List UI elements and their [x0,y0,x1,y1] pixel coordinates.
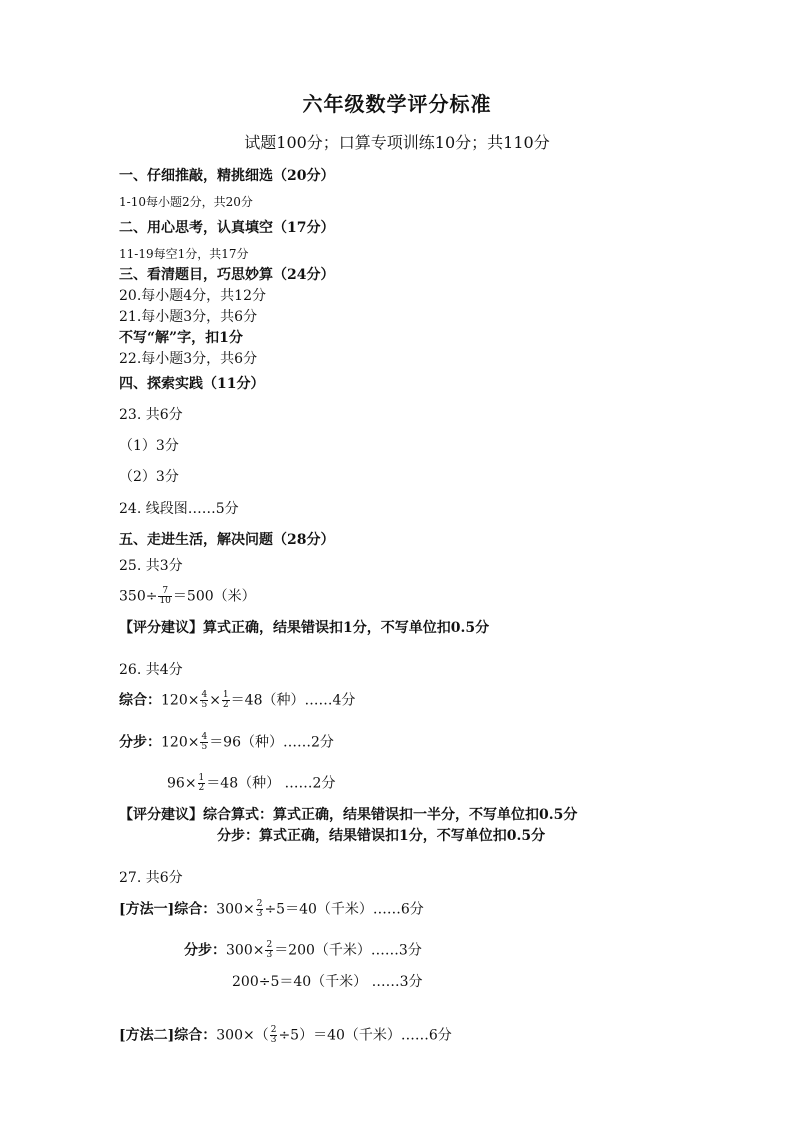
section-1-heading: 一、仔细推敲，精挑细选（20分） [119,168,335,184]
q23-score: 23. 共6分 [119,407,183,423]
section-4-heading: 四、探索实践（11分） [119,376,265,392]
q26-step-1: 分步：120× $\frac{4}{5}$ ＝96（种）……2分 [119,732,334,752]
q23-part-1: （1）3分 [119,438,179,454]
label: [方法一]综合： [119,901,217,918]
q27-method-1-step-1: 分步：300× $\frac{2}{3}$ ＝200（千米）……3分 [184,940,422,960]
q25-score: 25. 共3分 [119,558,183,574]
q27-method-1-step-2: 200÷5＝40（千米） ……3分 [232,974,423,990]
page-title: 六年级数学评分标准 [302,92,492,116]
q25-formula [119,587,256,606]
q26-scoring-tip-2: 分步：算式正确，结果错误扣1分，不写单位扣0.5分 [217,828,546,844]
q25-formula-left: 350÷ [119,588,158,605]
label: [方法二]综合： [119,1027,217,1044]
q20-score: 20.每小题4分，共12分 [119,288,266,304]
deduction-rule: 不写“解”字，扣1分 [119,330,243,346]
q23-part-2: （2）3分 [119,469,179,485]
q26-scoring-tip-1: 【评分建议】综合算式：算式正确，结果错误扣一半分，不写单位扣0.5分 [119,807,578,823]
q21-score: 21.每小题3分，共6分 [119,309,258,325]
section-5-heading: 五、走进生活，解决问题（28分） [119,532,335,548]
section-2-note: 11-19每空1分，共17分 [119,247,249,261]
section-2-heading: 二、用心思考，认真填空（17分） [119,220,335,236]
q27-method-2-combined: [方法二]综合：300×（ $\frac{2}{3}$ ÷5）＝40（千米）……6分 [119,1025,452,1045]
label: 分步： [184,942,226,959]
q25-scoring-tip: 【评分建议】算式正确，结果错误扣1分，不写单位扣0.5分 [119,620,490,636]
label: 综合： [119,692,161,709]
fraction: $\frac{4}{5}$ [201,690,208,710]
q26-combined: 综合：120× $\frac{4}{5}$ × $\frac{1}{2}$ ＝48（种）……4分 [119,690,356,710]
q27-method-1-combined: [方法一]综合：300× $\frac{2}{3}$ ÷5＝40（千米）……6分 [119,899,424,919]
section-3-heading: 三、看清题目，巧思妙算（24分） [119,267,335,283]
fraction: $\frac{2}{3}$ [256,899,263,919]
fraction: $\frac{7}{10}$ [159,586,171,606]
fraction: $\frac{1}{2}$ [198,773,205,793]
q22-score: 22.每小题3分，共6分 [119,351,258,367]
q27-score: 27. 共6分 [119,870,183,886]
label: 分步： [119,734,161,751]
q26-score: 26. 共4分 [119,662,183,678]
section-1-note: 1-10每小题2分，共20分 [119,195,253,209]
q26-step-2: 96× $\frac{1}{2}$ ＝48（种） ……2分 [167,773,336,793]
fraction: $\frac{2}{3}$ [270,1025,277,1045]
q24-score: 24. 线段图……5分 [119,501,239,517]
q25-formula-right: ＝500（米） [172,588,256,605]
page-subtitle: 试题100分；口算专项训练10分；共110分 [244,133,550,152]
fraction: $\frac{4}{5}$ [201,732,208,752]
fraction: $\frac{2}{3}$ [266,940,273,960]
fraction: $\frac{1}{2}$ [222,690,229,710]
